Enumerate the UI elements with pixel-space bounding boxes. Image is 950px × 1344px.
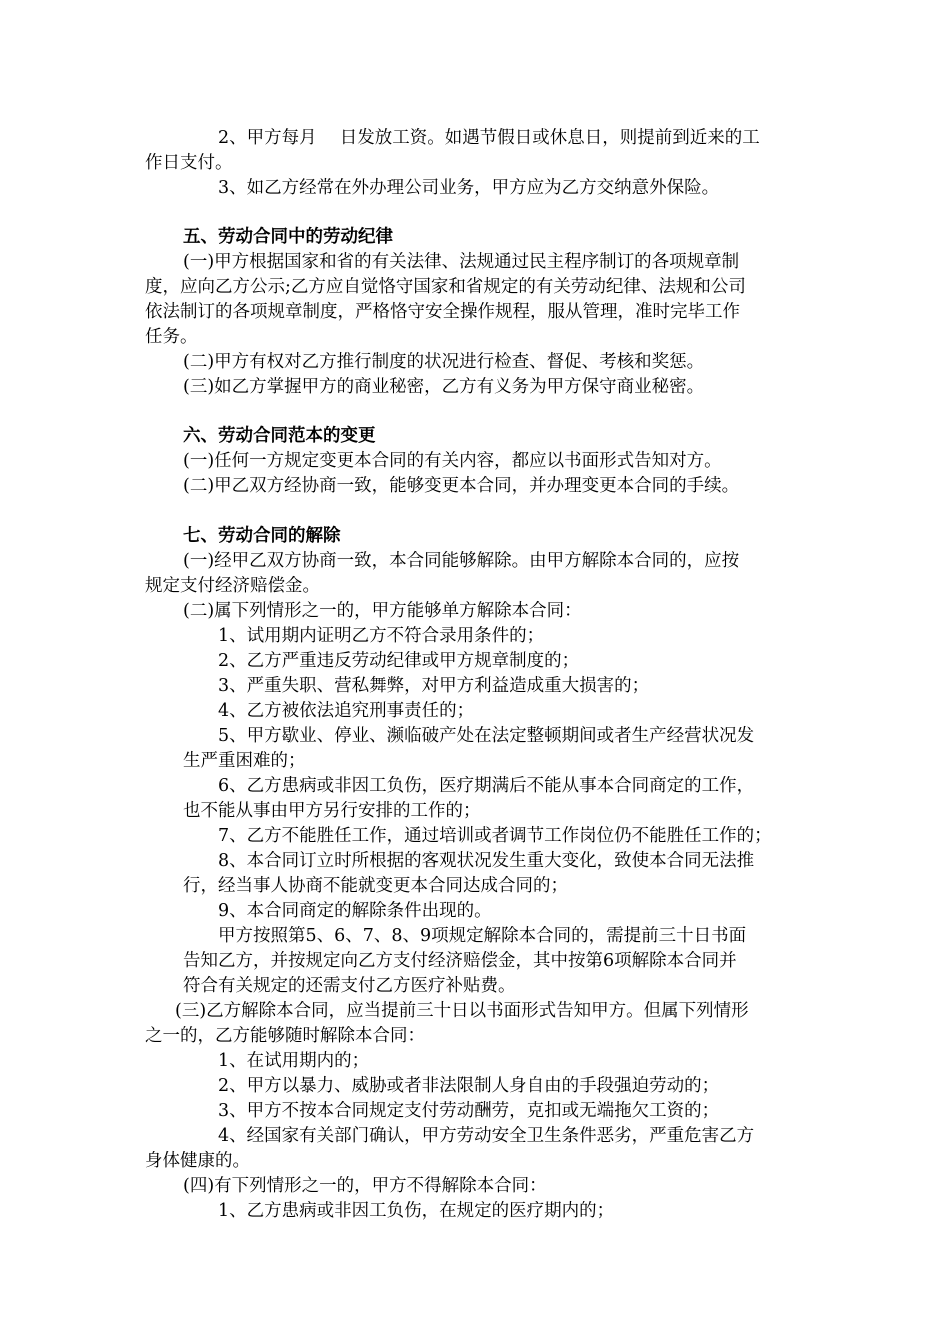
paragraph-line: 依法制订的各项规章制度，严格恪守安全操作规程，服从管理，准时完毕工作 [145, 302, 740, 322]
section-heading-7: 七、劳动合同的解除 [183, 526, 341, 546]
section-heading-5: 五、劳动合同中的劳动纪律 [183, 227, 393, 247]
paragraph-line: (四)有下列情形之一的，甲方不得解除本合同： [183, 1176, 547, 1196]
list-item: 7、乙方不能胜任工作，通过培训或者调节工作岗位仍不能胜任工作的； [218, 826, 772, 846]
list-item: 1、乙方患病或非因工负伤，在规定的医疗期内的； [218, 1201, 615, 1221]
list-item: 也不能从事由甲方另行安排的工作的； [183, 801, 481, 821]
paragraph-line: 规定支付经济赔偿金。 [145, 576, 320, 596]
paragraph-line: (二)甲方有权对乙方推行制度的状况进行检查、督促、考核和奖惩。 [183, 352, 705, 372]
list-item: 生严重困难的； [183, 751, 306, 771]
paragraph-line: (一)经甲乙双方协商一致，本合同能够解除。由甲方解除本合同的，应按 [183, 551, 740, 571]
list-item: 4、乙方被依法追究刑事责任的； [218, 701, 475, 721]
paragraph-line: 甲方按照第5、6、7、8、9项规定解除本合同的，需提前三十日书面 [218, 926, 747, 946]
paragraph-line: (二)甲乙双方经协商一致，能够变更本合同，并办理变更本合同的手续。 [183, 476, 740, 496]
paragraph-line: 告知乙方，并按规定向乙方支付经济赔偿金，其中按第6项解除本合同并 [183, 951, 737, 971]
list-item: 1、在试用期内的； [218, 1051, 370, 1071]
paragraph-line: (一)甲方根据国家和省的有关法律、法规通过民主程序制订的各项规章制 [183, 252, 740, 272]
list-item: 2、甲方以暴力、威胁或者非法限制人身自由的手段强迫劳动的； [218, 1076, 720, 1096]
list-item: 行，经当事人协商不能就变更本合同达成合同的； [183, 876, 568, 896]
paragraph-line: 任务。 [145, 327, 198, 347]
list-item: 3、甲方不按本合同规定支付劳动酬劳，克扣或无端拖欠工资的； [218, 1101, 720, 1121]
list-item: 身体健康的。 [145, 1151, 250, 1171]
list-item: 2、乙方严重违反劳动纪律或甲方规章制度的； [218, 651, 580, 671]
paragraph-line: (一)任何一方规定变更本合同的有关内容，都应以书面形式告知对方。 [183, 451, 722, 471]
list-item: 6、乙方患病或非因工负伤，医疗期满后不能从事本合同商定的工作， [218, 776, 755, 796]
paragraph-line: (二)属下列情形之一的，甲方能够单方解除本合同： [183, 601, 582, 621]
paragraph-line: 作日支付。 [145, 153, 233, 173]
paragraph-line: 3、如乙方经常在外办理公司业务，甲方应为乙方交纳意外保险。 [218, 178, 720, 198]
paragraph-line: 之一的，乙方能够随时解除本合同： [145, 1026, 425, 1046]
list-item: 8、本合同订立时所根据的客观状况发生重大变化，致使本合同无法推 [218, 851, 755, 871]
list-item: 9、本合同商定的解除条件出现的。 [218, 901, 492, 921]
paragraph-line: 符合有关规定的还需支付乙方医疗补贴费。 [183, 976, 516, 996]
list-item: 1、试用期内证明乙方不符合录用条件的； [218, 626, 545, 646]
paragraph-line: 度，应向乙方公示;乙方应自觉恪守国家和省规定的有关劳动纪律、法规和公司 [145, 277, 746, 297]
paragraph-line: (三)如乙方掌握甲方的商业秘密，乙方有义务为甲方保守商业秘密。 [183, 377, 705, 397]
paragraph-line: 2、甲方每月 日发放工资。如遇节假日或休息日，则提前到近来的工 [218, 128, 760, 148]
section-heading-6: 六、劳动合同范本的变更 [183, 426, 376, 446]
list-item: 4、经国家有关部门确认，甲方劳动安全卫生条件恶劣，严重危害乙方 [218, 1126, 755, 1146]
paragraph-line: (三)乙方解除本合同，应当提前三十日以书面形式告知甲方。但属下列情形 [175, 1001, 749, 1021]
list-item: 5、甲方歇业、停业、濒临破产处在法定整顿期间或者生产经营状况发 [218, 726, 755, 746]
list-item: 3、严重失职、营私舞弊，对甲方利益造成重大损害的； [218, 676, 650, 696]
